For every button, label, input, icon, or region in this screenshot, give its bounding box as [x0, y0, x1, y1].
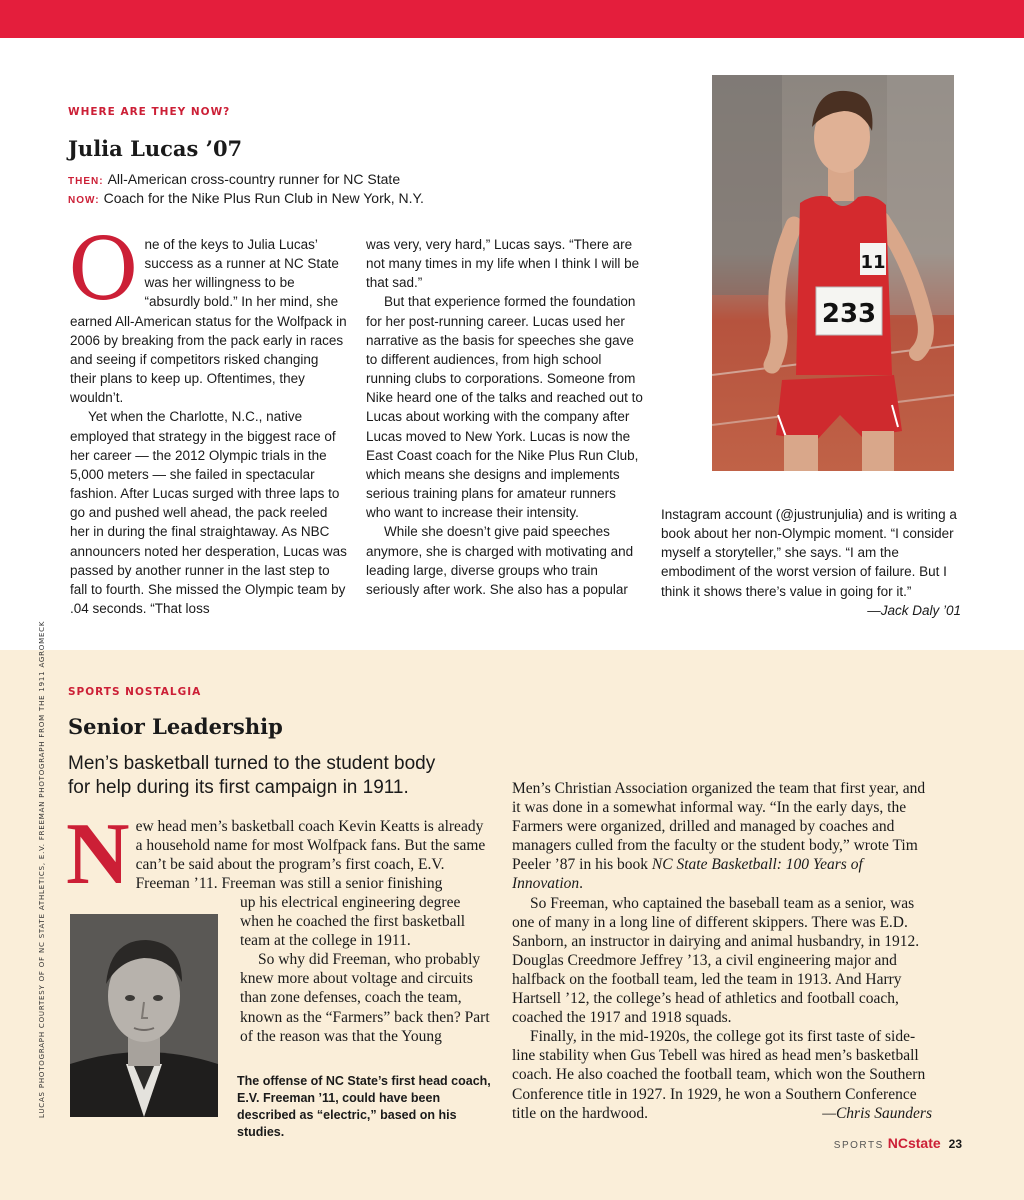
page-footer	[834, 1135, 962, 1151]
hip-number-shirt: 11	[860, 252, 886, 273]
kicker-sports-nostalgia: SPORTS NOSTALGIA	[68, 686, 202, 698]
dropcap-n: N	[66, 806, 130, 903]
kicker-where-are-they-now: WHERE ARE THEY NOW?	[68, 106, 231, 118]
headline-julia-lucas: Julia Lucas ’07	[68, 136, 243, 161]
dropcap-o: O	[68, 220, 139, 320]
signature-chris-saunders: —Chris Saunders	[822, 1104, 932, 1122]
headline-senior-leadership: Senior Leadership	[68, 714, 283, 739]
article1-col2-paragraph-3: While she doesn’t give paid speeches anymore, she is charged with motivating and leading large, diverse groups who train seriously after work. She also has a popular	[366, 524, 634, 597]
article1-col1-paragraph-2: Yet when the Charlotte, N.C., native employed that strategy in the biggest race of her career — the 2012 Olympic trials in the 5,000 meters — she failed in spectacular fashion. After Lucas surged with three laps to go and pushed well ahead, the pack reeled her in during the final straightaway. As NBC announcers noted her desperation, Lucas was passed by another runner in the last step to fall to fourth. She missed the Olympic team by .04 seconds. “That loss	[70, 409, 347, 616]
article2-col2-paragraph-2: So Freeman, who captained the baseball team as a senior, was one of many in a long line of different skippers. There was E.D. Sanborn, an instructor in dairying and animal husbandry, in 1912. Douglas Creedmore Jeffrey ’13, a civil engineering major and halfback on the football team, led the team in 1913. And Harry Hartsell ’12, the college’s head of athletics and football coach, coached the 1917 and 1918 squads.	[512, 894, 920, 1027]
footer-section: SPORTS	[833, 1140, 884, 1151]
now-text: Coach for the Nike Plus Run Club in New York, N.Y.	[103, 190, 424, 206]
freeman-photo-caption: The offense of NC State’s first head coach, E.V. Freeman ’11, could have been described as “electric,” based on his studies.	[237, 1074, 491, 1139]
photo-julia-lucas-running	[712, 75, 954, 471]
article2-col1-paragraph-2: So why did Freeman, who probably knew more about voltage and circuits than zone defenses, coach the team, known as the “Farmers” back then? Part of the reason was that the Young	[240, 951, 490, 1045]
photo-ev-freeman-portrait	[70, 914, 218, 1117]
footer-brand-logo: NCstate	[887, 1135, 941, 1151]
top-accent-bar	[0, 0, 1024, 38]
then-label: THEN:	[68, 176, 104, 187]
then-line	[68, 171, 400, 187]
article2-col2-paragraph-1: Men’s Christian Association organized the team that first year, and it was done in a somewhat informal way. “In the early days, the Farmers were organized, drilled and managed by coaches and managers culled from the faculty or the student body,” wrote Tim Peeler ’87 in his book NC State Basketball: 100 Years of Innovation.	[512, 780, 926, 893]
now-line	[68, 190, 424, 206]
article1-col2-paragraph-2: But that experience formed the foundation for her post-running career. Lucas used her narrative as the basis for speeches she gave to different audiences, from high school running clubs to corporations. Someone from Nike heard one of the talks and reached out to Lucas about working with the company after Lucas moved to New York. Lucas is now the East Coast coach for the Nike Plus Run Club, which means she designs and implements serious training plans for amateur runners who want to increase their intensity.	[366, 294, 643, 521]
article1-column-1	[68, 220, 348, 618]
article1-column-2	[366, 235, 644, 599]
now-label: NOW:	[68, 195, 100, 206]
article1-col1-paragraph-1: ne of the keys to Julia Lucas’ success as a runner at NC State was her willingness to be “absurdly bold.” In her mind, she earned All-American status for the Wolfpack in 2006 by breaking from the pack early in races and seeing if competitors risked changing their plans to keep up. Oftentimes, they wouldn’t.	[70, 237, 347, 406]
article2-column-2	[512, 779, 932, 1123]
article1-col2-paragraph-1: was very, very hard,” Lucas says. “There are not many times in my life when I think I will be that sad.”	[366, 237, 640, 291]
article2-column-1	[240, 893, 492, 1046]
page-number: 23	[948, 1137, 962, 1151]
bib-number: 233	[821, 299, 877, 329]
article2-intro-paragraph: ew head men’s basketball coach Kevin Keatts is already a household name for most Wolfpack fans. But the same can’t be said about the program’s first coach, E.V. Freeman ’11. Freeman was still a senior finishing	[135, 818, 486, 893]
article2-col1-continued: up his electrical engineering degree when he coached the first basketball team at the college in 1911.	[240, 894, 466, 950]
photo-credit-vertical: LUCAS PHOTOGRAPH COURTESY OF OF NC STATE ATHLETICS, E.V. FREEMAN PHOTOGRAPH FROM THE 1911 AGROMECK	[38, 620, 46, 1118]
article1-col3-paragraph-1: Instagram account (@justrunjulia) and is writing a book about her non-Olympic moment. “I consider myself a storyteller,” she says. “I am the embodiment of the worst version of failure. But I think it shows there’s value in going for it.” —Jack Daly ’01	[661, 505, 961, 601]
article2-col2-paragraph-3: Finally, in the mid-1920s, the college got its first taste of sideline stability when Gus Tebell was hired as head men’s basketball coach. He also coached the football team, which won the Southern Conference title in 1927. In 1929, he won a Southern Conference title on the hardwood. —Chris Saunders	[512, 1028, 932, 1122]
article1-column-3	[661, 505, 961, 620]
article2-deck: Men’s basketball turned to the student body for help during its first campaign in 1911.	[68, 753, 436, 798]
article2-intro	[66, 806, 488, 903]
signature-jack-daly: —Jack Daly ’01	[867, 602, 961, 618]
book-title: NC State Basketball: 100 Years of Innovation	[512, 856, 863, 893]
then-text: All-American cross-country runner for NC State	[107, 171, 401, 187]
